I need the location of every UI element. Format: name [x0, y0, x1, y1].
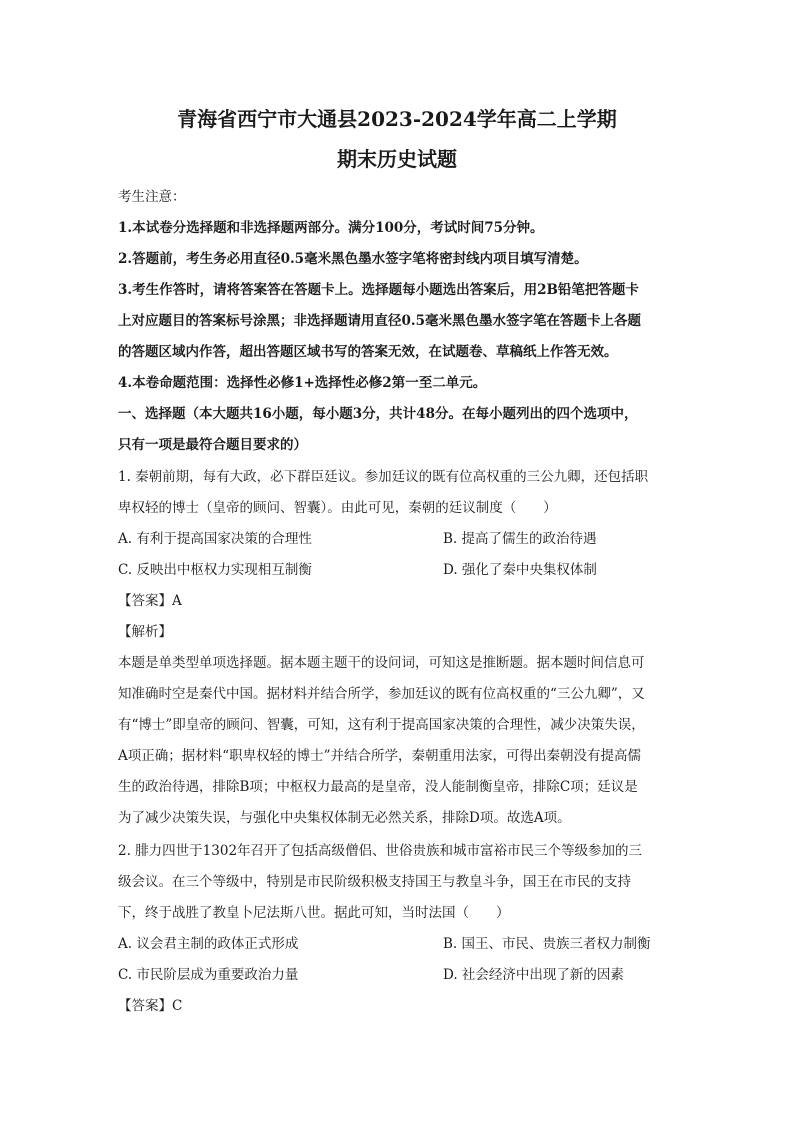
notice-item: 4.本卷命题范围：选择性必修1+选择性必修2第一至二单元。: [118, 375, 487, 391]
question-2-stem: 下，终于战胜了教皇卜尼法斯八世。据此可知，当时法国（ ）: [118, 905, 510, 921]
question-1-stem: 1. 秦朝前期，每有大政，必下群臣廷议。参加廷议的既有位高权重的三公九卿，还包括职: [118, 469, 649, 485]
exam-title-line1: 青海省西宁市大通县2023-2024学年高二上学期: [177, 107, 617, 131]
exam-title-line2: 期末历史试题: [337, 147, 457, 171]
question-2-stem: 2. 腓力四世于1302年召开了包括高级僧侣、世俗贵族和城市富裕市民三个等级参加的三: [118, 843, 643, 859]
question-1-analysis: A项正确；据材料“职卑权轻的博士”并结合所学，秦朝重用法家，可得出秦朝没有提高儒: [118, 748, 642, 764]
section-heading: 一、选择题（本大题共16小题，每小题3分，共计48分。在每小题列出的四个选项中，: [118, 406, 638, 422]
question-2-option-a: A. 议会君主制的政体正式形成: [118, 936, 299, 952]
question-1-stem: 卑权轻的博士（皇帝的顾问、智囊）。由此可见，秦朝的廷议制度（ ）: [118, 500, 557, 516]
question-2-option-b: B. 国王、市民、贵族三者权力制衡: [443, 936, 651, 952]
question-1-analysis: 有“博士”即皇帝的顾问、智囊，可知，这有利于提高国家决策的合理性，减少决策失误，: [118, 717, 645, 733]
question-1-analysis-label: 【解析】: [118, 624, 172, 640]
notice-item: 上对应题目的答案标号涂黑；非选择题请用直径0.5毫米黑色墨水签字笔在答题卡上各题: [118, 313, 641, 329]
question-1-option-d: D. 强化了秦中央集权体制: [443, 562, 597, 578]
question-1-analysis: 生的政治待遇，排除B项；中枢权力最高的是皇帝，没人能制衡皇帝，排除C项；廷议是: [118, 779, 638, 795]
question-2-answer: 【答案】C: [118, 998, 183, 1014]
notice-item: 1.本试卷分选择题和非选择题两部分。满分100分，考试时间75分钟。: [118, 220, 544, 236]
question-1-option-b: B. 提高了儒生的政治待遇: [443, 531, 597, 547]
question-2-option-c: C. 市民阶层成为重要政治力量: [118, 967, 299, 983]
question-1-analysis: 本题是单类型单项选择题。据本题主题干的设问词，可知这是推断题。据本题时间信息可: [118, 655, 645, 671]
notice-item: 3.考生作答时，请将答案答在答题卡上。选择题每小题选出答案后，用2B铅笔把答题卡: [118, 282, 639, 298]
section-heading-cont: 只有一项是最符合题目要求的）: [118, 437, 307, 453]
notice-item: 2.答题前，考生务必用直径0.5毫米黑色墨水签字笔将密封线内项目填写清楚。: [118, 251, 588, 267]
question-1-option-c: C. 反映出中枢权力实现相互制衡: [118, 562, 312, 578]
question-2-stem: 级会议。在三个等级中，特别是市民阶级积极支持国王与教皇斗争，国王在市民的支持: [118, 874, 631, 890]
notice-item: 的答题区域内作答，超出答题区域书写的答案无效，在试题卷、草稿纸上作答无效。: [118, 344, 618, 360]
question-2-option-d: D. 社会经济中出现了新的因素: [443, 967, 624, 983]
question-1-analysis: 知准确时空是秦代中国。据材料并结合所学，参加廷议的既有位高权重的“三公九卿”，又: [118, 686, 645, 702]
question-1-option-a: A. 有利于提高国家决策的合理性: [118, 531, 312, 547]
question-1-answer: 【答案】A: [118, 593, 182, 609]
notice-heading: 考生注意：: [118, 189, 186, 205]
question-1-analysis: 为了减少决策失误，与强化中央集权体制无必然关系，排除D项。故选A项。: [118, 810, 571, 826]
